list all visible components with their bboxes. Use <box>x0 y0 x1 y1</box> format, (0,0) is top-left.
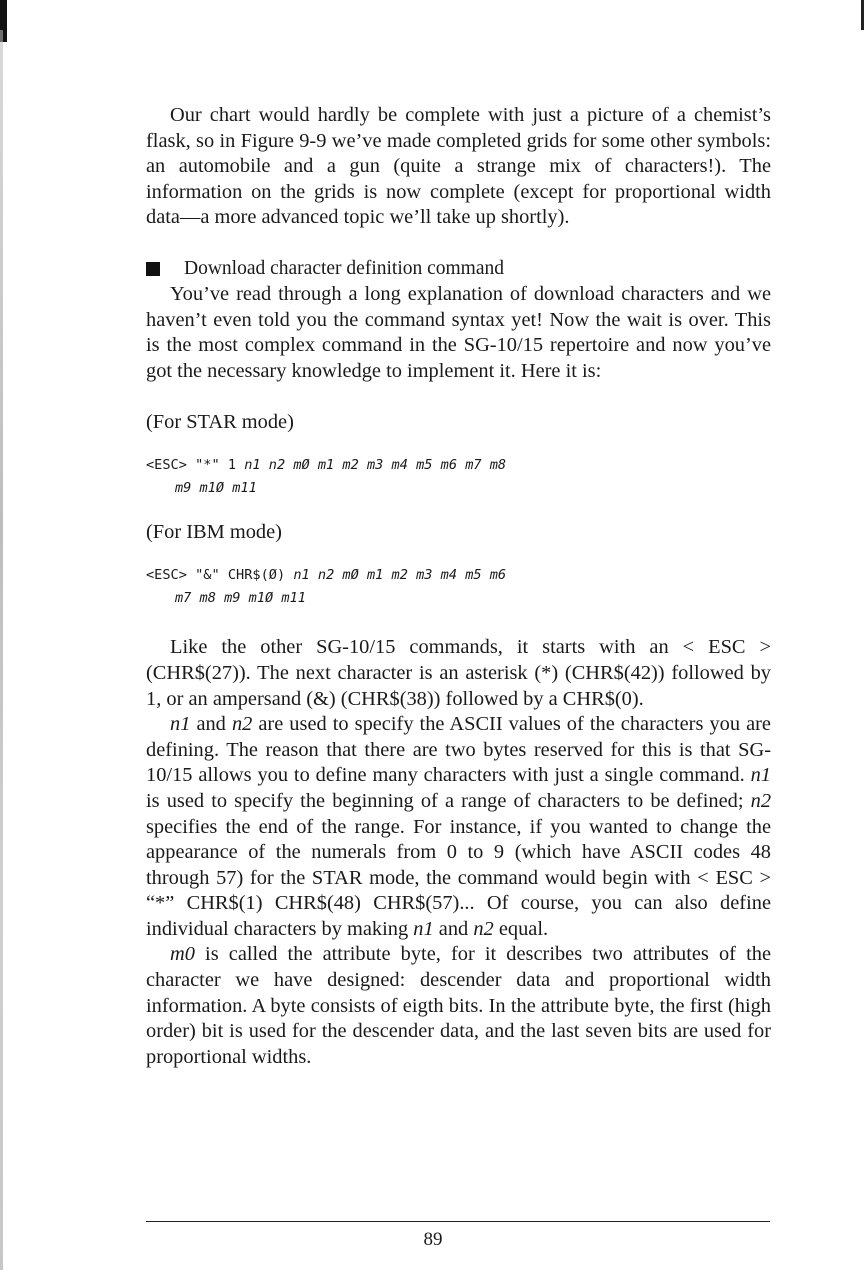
page-number: 89 <box>423 1229 443 1250</box>
syntax-params: n1 n2 mØ m1 m2 m3 m4 m5 m6 <box>293 567 507 584</box>
ibm-mode-label: (For IBM mode) <box>146 521 282 544</box>
paragraph-attribute-byte: m0 is called the attribute byte, for it describes two attributes of the character we have designed: descender data and proportional width information. A byte consists of eigth bits. In the attribute byte, the first (high order) bit is used for the descender data, and the last seven bits are used for proportional widths. <box>146 943 771 1068</box>
footer-rule <box>146 1221 770 1222</box>
star-mode-syntax-line-1 <box>146 454 771 477</box>
param-n1: n1 <box>170 713 191 736</box>
param-n2: n2 <box>473 917 494 940</box>
paragraph-command-intro: You’ve read through a long explanation of download characters and we haven’t even told you the command syntax yet! Now the wait is over. This is the most complex command in the SG-10/15 repertoire and now you’ve got the necessary knowledge to implement it. Here it is: <box>146 282 771 382</box>
star-mode-syntax-line-2 <box>146 477 771 500</box>
ibm-mode-syntax-line-1 <box>146 564 771 587</box>
star-mode-label: (For STAR mode) <box>146 411 294 434</box>
paragraph-intro: Our chart would hardly be complete with just a picture of a chemist’s flask, so in Figure 9-9 we’ve made completed grids for some other symbols: an automobile and a gun (quite a strange mix of characters!). The information on the grids is now complete (except for proportional width data—a more advanced topic we’ll take up shortly). <box>146 104 771 229</box>
scan-edge <box>0 30 3 1270</box>
scan-artifact-mark <box>861 0 864 30</box>
paragraph-command-explanation: Like the other SG-10/15 commands, it starts with an < ESC > (CHR$(27)). The next character is an asterisk (*) (CHR$(42)) followed by 1, or an ampersand (&) (CHR$(38)) followed by a CHR$(0). <box>146 636 771 710</box>
syntax-params: m7 m8 m9 m1Ø m11 <box>175 590 306 607</box>
page-body <box>146 103 771 1070</box>
section-heading <box>146 256 771 282</box>
ibm-mode-syntax-line-2 <box>146 587 771 610</box>
param-n1: n1 <box>750 764 771 787</box>
syntax-fixed: <ESC> "&" CHR$(Ø) <box>146 567 294 584</box>
param-m0: m0 <box>170 943 195 966</box>
syntax-fixed: <ESC> "*" 1 <box>146 457 245 474</box>
paragraph-n1-n2: n1 and n2 are used to specify the ASCII values of the characters you are defining. The reason that there are two bytes reserved for this is that SG-10/15 allows you to define many characters with just a single command. n1 is used to specify the beginning of a range of characters to be defined; n2 specifies the end of the range. For instance, if you wanted to change the appearance of the numerals from 0 to 9 (which have ASCII codes 48 through 57) for the STAR mode, the command would begin with < ESC > “*” CHR$(1) CHR$(48) CHR$(57)... Of course, you can also define individual characters by making n1 and n2 equal. <box>146 713 772 940</box>
section-heading-text: Download character definition command <box>184 257 505 279</box>
syntax-params: m9 m1Ø m11 <box>175 480 257 497</box>
param-n2: n2 <box>231 713 253 736</box>
param-n1: n1 <box>413 917 434 940</box>
param-n2: n2 <box>750 789 772 812</box>
syntax-params: n1 n2 mØ m1 m2 m3 m4 m5 m6 m7 m8 <box>244 457 507 474</box>
square-bullet-icon <box>146 262 160 276</box>
